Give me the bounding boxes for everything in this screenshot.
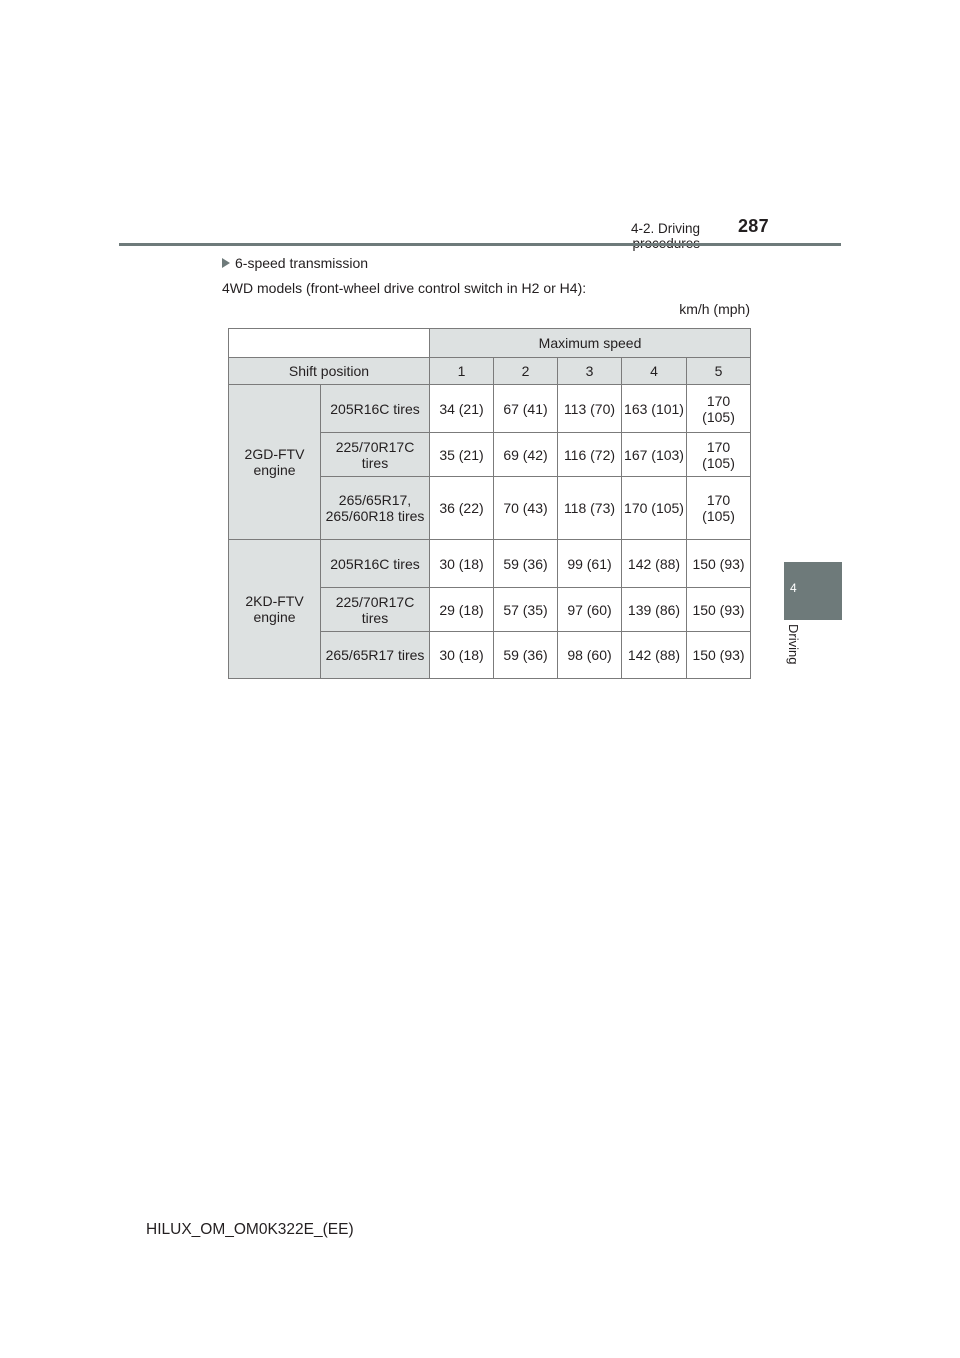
tire-size-cell: 205R16C tires (321, 385, 430, 433)
shift-position-4: 4 (622, 358, 687, 385)
triangle-arrow-right-icon (222, 258, 230, 268)
tire-size-cell: 205R16C tires (321, 540, 430, 588)
chapter-title: Driving (786, 624, 801, 665)
speed-cell: 36 (22) (430, 477, 494, 540)
speed-cell: 59 (36) (494, 632, 558, 679)
speed-cell: 142 (88) (622, 540, 687, 588)
speed-cell: 150 (93) (687, 588, 751, 632)
speed-cell: 142 (88) (622, 632, 687, 679)
footer-doc-code: HILUX_OM_OM0K322E_(EE) (146, 1221, 354, 1238)
speed-cell: 98 (60) (558, 632, 622, 679)
speed-cell: 29 (18) (430, 588, 494, 632)
speed-cell: 67 (41) (494, 385, 558, 433)
tire-size-cell: 225/70R17C tires (321, 588, 430, 632)
max-speed-table (228, 328, 751, 679)
speed-cell: 35 (21) (430, 433, 494, 477)
speed-cell: 57 (35) (494, 588, 558, 632)
shift-position-label: Shift position (229, 358, 430, 385)
chapter-number: 4 (790, 581, 797, 595)
speed-cell: 97 (60) (558, 588, 622, 632)
bullet-line (222, 255, 368, 271)
speed-cell: 170 (105) (687, 477, 751, 540)
header-corner-cell (229, 329, 430, 358)
speed-cell: 30 (18) (430, 632, 494, 679)
speed-cell: 170 (105) (687, 385, 751, 433)
tire-size-cell: 265/65R17, 265/60R18 tires (321, 477, 430, 540)
shift-position-1: 1 (430, 358, 494, 385)
speed-cell: 170 (105) (622, 477, 687, 540)
speed-cell: 59 (36) (494, 540, 558, 588)
shift-position-3: 3 (558, 358, 622, 385)
speed-cell: 118 (73) (558, 477, 622, 540)
speed-cell: 69 (42) (494, 433, 558, 477)
speed-cell: 116 (72) (558, 433, 622, 477)
speed-cell: 30 (18) (430, 540, 494, 588)
table-row (229, 540, 751, 588)
speed-cell: 139 (86) (622, 588, 687, 632)
maximum-speed-header: Maximum speed (430, 329, 751, 358)
shift-position-2: 2 (494, 358, 558, 385)
shift-position-5: 5 (687, 358, 751, 385)
engine-cell-2kd: 2KD-FTV engine (229, 540, 321, 679)
speed-cell: 70 (43) (494, 477, 558, 540)
page-number: 287 (738, 216, 769, 236)
speed-cell: 113 (70) (558, 385, 622, 433)
table-header-row (229, 329, 751, 358)
bullet-text: 6-speed transmission (235, 255, 369, 271)
model-note: 4WD models (front-wheel drive control switch in H2 or H4): (222, 280, 587, 296)
units-note: km/h (mph) (679, 301, 750, 317)
shift-position-row (229, 358, 751, 385)
speed-cell: 170 (105) (687, 433, 751, 477)
header-section-title: 4-2. Driving (630, 221, 700, 236)
speed-cell: 150 (93) (687, 632, 751, 679)
speed-cell: 150 (93) (687, 540, 751, 588)
speed-cell: 99 (61) (558, 540, 622, 588)
engine-cell-2gd: 2GD-FTV engine (229, 385, 321, 540)
header-rule (119, 243, 841, 246)
tire-size-cell: 225/70R17C tires (321, 433, 430, 477)
speed-cell: 163 (101) (622, 385, 687, 433)
speed-cell: 34 (21) (430, 385, 494, 433)
table-row (229, 385, 751, 433)
chapter-tab (784, 562, 842, 620)
chapter-title-vertical (779, 622, 809, 692)
speed-cell: 167 (103) (622, 433, 687, 477)
tire-size-cell: 265/65R17 tires (321, 632, 430, 679)
